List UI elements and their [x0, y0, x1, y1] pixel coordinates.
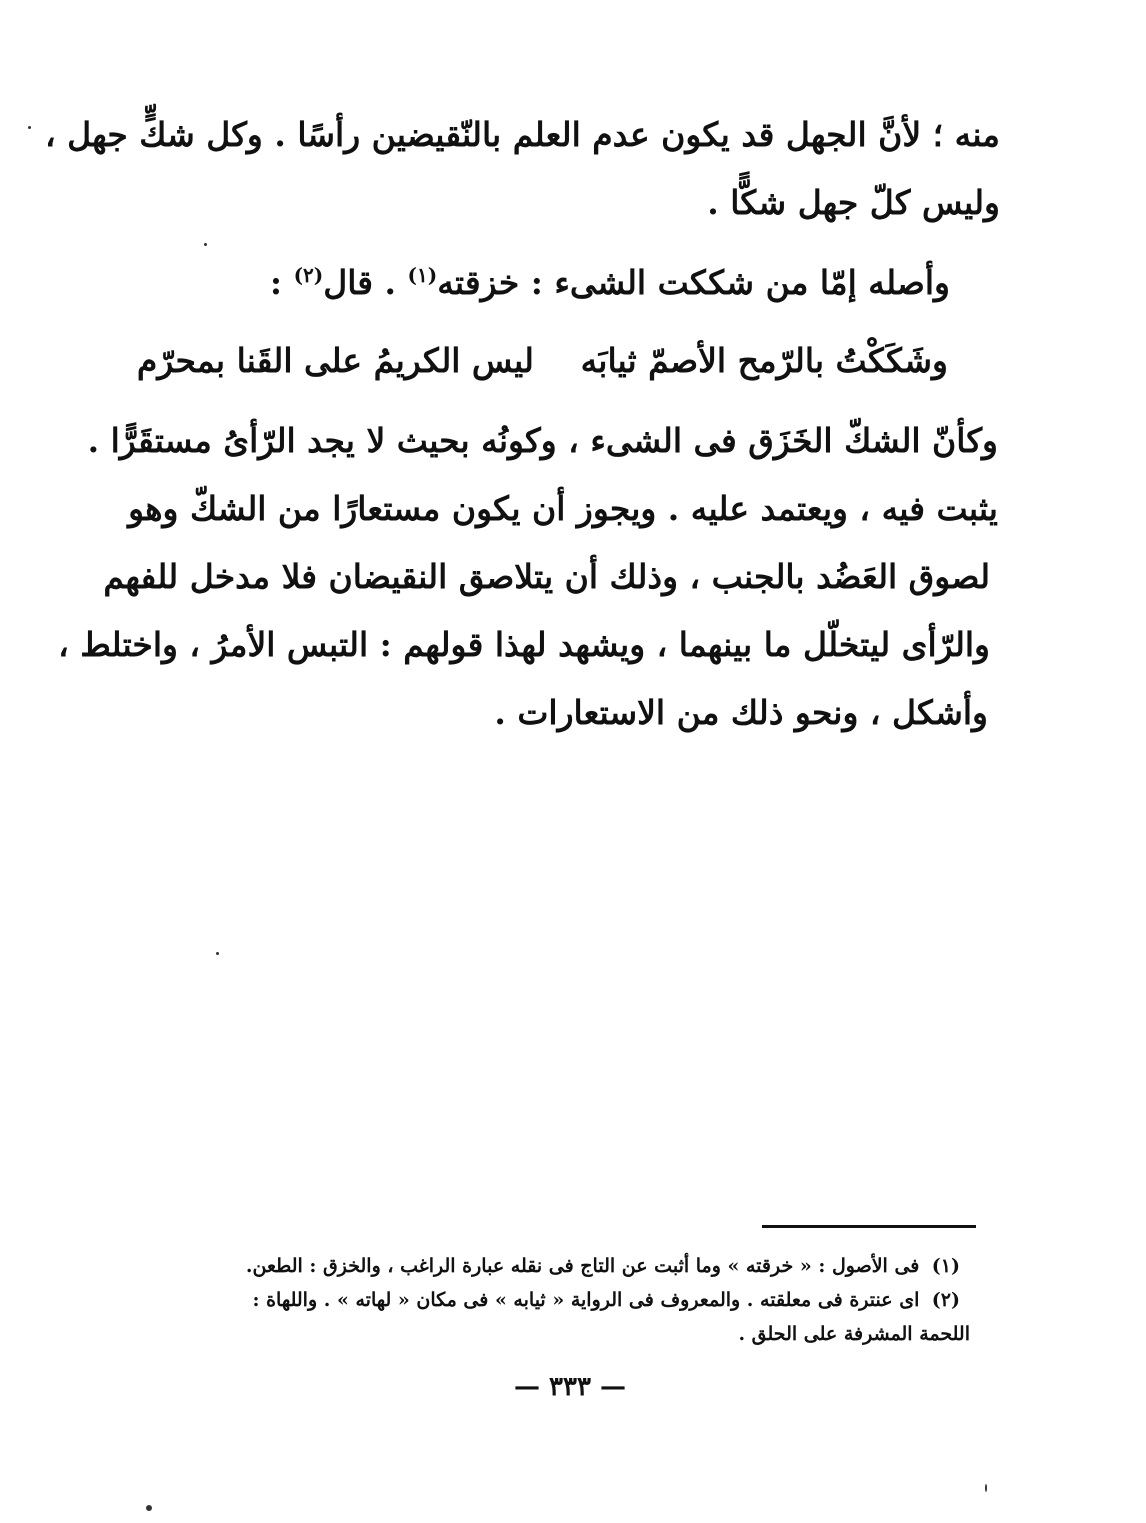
footnote-2-number: (٢): [931, 1289, 960, 1311]
footnote-ref-1: (١): [407, 263, 438, 287]
footnote-2: [252, 1286, 960, 1314]
footnote-2-text: اى عنترة فى معلقته . والمعروف فى الرواية « ثيابه » فى مكان « لهاته » . واللهاة :: [252, 1289, 920, 1311]
footnote-2-continuation: [738, 1320, 970, 1348]
body-line-2: وليس كلّ جهل شكًّا .: [707, 183, 1000, 222]
etymology-colon: :: [269, 263, 294, 302]
verse-hemistich-left: ليس الكريمُ على القَنا بمحرّم: [136, 341, 534, 380]
scan-speck: [204, 243, 207, 246]
footnote-3-text: اللحمة المشرفة على الحلق .: [738, 1323, 970, 1345]
footnote-1: [246, 1252, 960, 1280]
scan-speck: [28, 126, 31, 129]
scan-speck: [985, 1484, 987, 1492]
page-number: — ٣٣٣ —: [513, 1372, 627, 1402]
body-line-4: يثبت فيه ، ويعتمد عليه . ويجوز أن يكون مستعارًا من الشكّ وهو: [128, 489, 998, 528]
scan-speck: [146, 1505, 152, 1511]
paragraph-etymology: [270, 252, 950, 306]
footnote-separator: [762, 1225, 976, 1228]
verse-hemistich-right: وشَكَكْتُ بالرّمح الأصمّ ثيابَه: [580, 341, 948, 380]
body-line-3: وكأنّ الشكّ الخَزَق فى الشىء ، وكونُه بحيث لا يجد الرّأىُ مستقَرًّا .: [87, 421, 998, 460]
footnote-1-number: (١): [931, 1255, 960, 1277]
body-line-1: منه ؛ لأنَّ الجهل قد يكون عدم العلم بالنّقيضين رأسًا . وكل شكٍّ جهل ،: [45, 115, 1000, 154]
body-line-5: لصوق العَضُد بالجنب ، وذلك أن يتلاصق النقيضان فلا مدخل للفهم: [103, 557, 990, 596]
etymology-qal: . قال: [323, 263, 408, 302]
body-line-7: وأشكل ، ونحو ذلك من الاستعارات .: [494, 693, 988, 732]
body-line-6: والرّأى ليتخلّل ما بينهما ، ويشهد لهذا قولهم : التبس الأمرُ ، واختلط ،: [58, 625, 990, 664]
scan-speck: [216, 952, 219, 955]
footnote-ref-2: (٢): [293, 263, 324, 287]
etymology-text: وأصله إمّا من شككت الشىء : خزقته: [437, 263, 950, 302]
footnote-1-text: فى الأصول : « خرقته » وما أثبت عن التاج فى نقله عبارة الراغب ، والخزق : الطعن.: [245, 1255, 920, 1277]
